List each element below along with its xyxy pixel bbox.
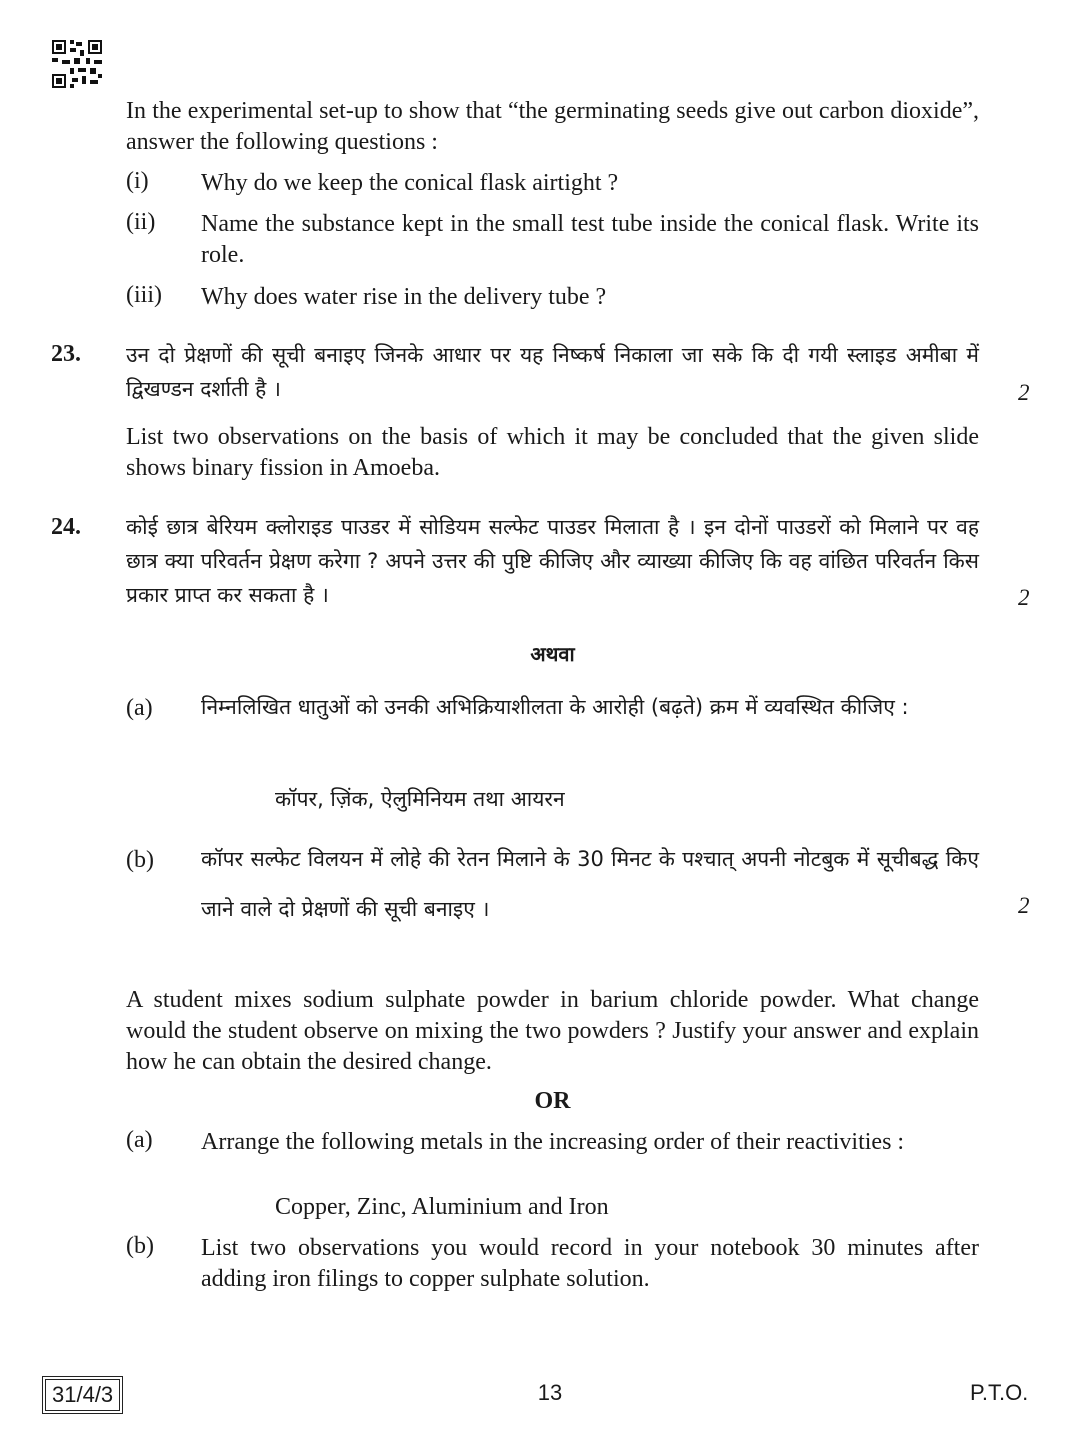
page-number: 13	[537, 1380, 563, 1405]
q24-b-hindi-text: कॉपर सल्फेट विलयन में लोहे की रेतन मिलाने के 30 मिनट के पश्चात् अपनी नोटबुक में सूचीबद्ध किए जाने वाले दो प्रेक्षणों की सूची बनाइए ।	[201, 847, 979, 921]
q23-marks: 2	[1018, 380, 1030, 405]
item-label-iii: (iii)	[126, 282, 162, 308]
question-number-24: 24.	[51, 514, 81, 540]
q24-marks: 2	[1018, 585, 1030, 610]
q24-a-label-hindi: (a)	[126, 695, 153, 721]
q24-b-label-english: (b)	[126, 1233, 154, 1259]
q24-a-label-english: (a)	[126, 1127, 153, 1153]
qr-code-icon	[52, 40, 102, 88]
q24-marks-or: 2	[1018, 893, 1030, 918]
item-text-iii: Why does water rise in the delivery tube ?	[201, 284, 607, 310]
q24-a-metals-hindi: कॉपर, ज़िंक, ऐलुमिनियम तथा आयरन	[275, 787, 565, 811]
item-text-ii: Name the substance kept in the small test tube inside the conical flask. Write its role.	[201, 211, 979, 268]
q24-a-hindi-text: निम्नलिखित धातुओं को उनकी अभिक्रियाशीलता के आरोही (बढ़ते) क्रम में व्यवस्थित कीजिए :	[201, 695, 909, 719]
item-label-i: (i)	[126, 168, 149, 194]
q24-b-english-text: List two observations you would record in your notebook 30 minutes after adding iron filings to copper sulphate solution.	[201, 1235, 979, 1292]
or-heading-hindi: अथवा	[530, 642, 575, 666]
question-number-23: 23.	[51, 341, 81, 367]
q24-a-metals-english: Copper, Zinc, Aluminium and Iron	[275, 1194, 609, 1220]
paper-code: 31/4/3	[45, 1379, 120, 1411]
q24-english-text: A student mixes sodium sulphate powder in barium chloride powder. What change would the student observe on mixing the two powders ? Justify your answer and explain how he can obtain the desired change.	[126, 987, 979, 1075]
or-heading-english: OR	[534, 1088, 571, 1114]
q24-a-english-text: Arrange the following metals in the increasing order of their reactivities :	[201, 1129, 905, 1155]
q24-hindi-text: कोई छात्र बेरियम क्लोराइड पाउडर में सोडियम सल्फेट पाउडर मिलाता है । इन दोनों पाउडरों को मिलाने पर वह छात्र क्या परिवर्तन प्रेक्षण करेगा ? अपने उत्तर की पुष्टि कीजिए और व्याख्या कीजिए कि वह वांछित परिवर्तन किस प्रकार प्राप्त कर सकता है ।	[126, 515, 979, 607]
q24-b-label-hindi: (b)	[126, 847, 154, 873]
item-label-ii: (ii)	[126, 209, 156, 235]
item-text-i: Why do we keep the conical flask airtight ?	[201, 170, 619, 196]
pto-label: P.T.O.	[970, 1380, 1029, 1405]
q23-hindi-text: उन दो प्रेक्षणों की सूची बनाइए जिनके आधार पर यह निष्कर्ष निकाला जा सके कि दी गयी स्लाइड अमीबा में द्विखण्डन दर्शाती है ।	[126, 343, 979, 401]
intro-paragraph: In the experimental set-up to show that “the germinating seeds give out carbon dioxide”, answer the following questions :	[126, 98, 979, 155]
q23-english-text: List two observations on the basis of which it may be concluded that the given slide shows binary fission in Amoeba.	[126, 424, 979, 481]
